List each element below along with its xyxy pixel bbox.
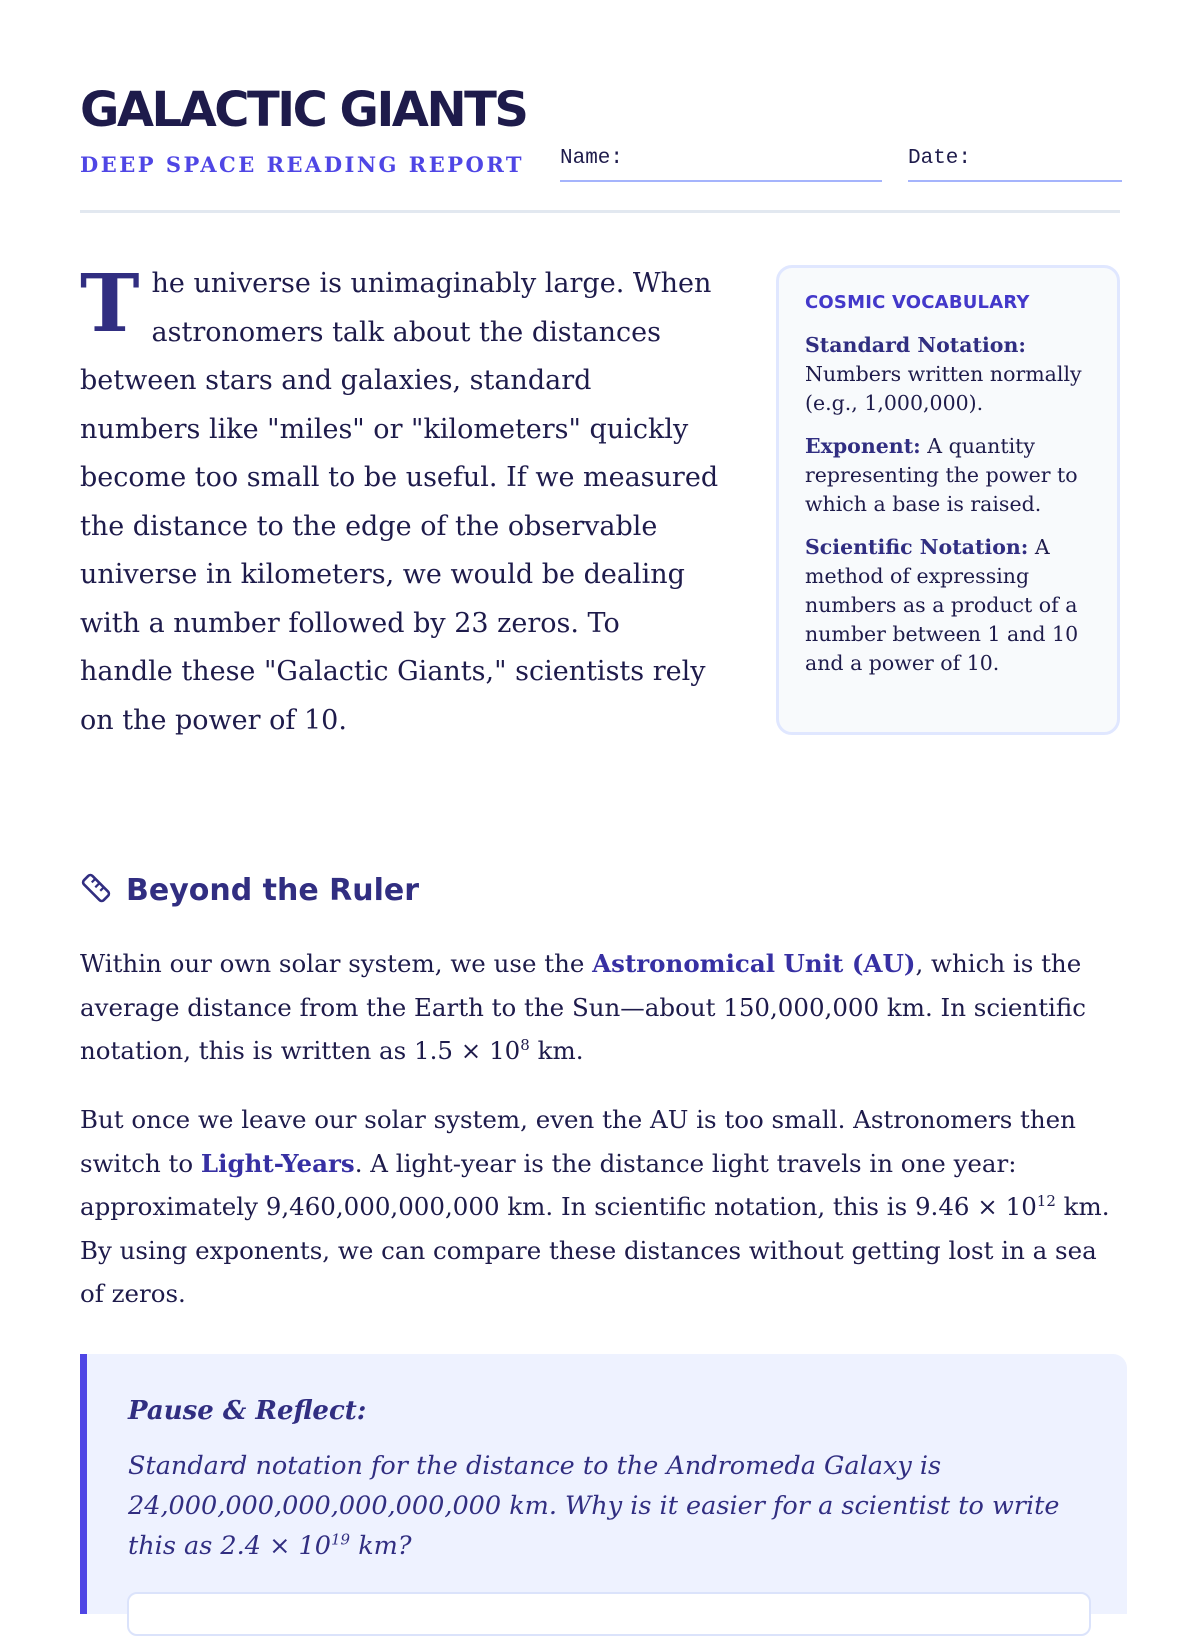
vocab-term: Standard Notation: — [805, 333, 1026, 357]
text: km? — [350, 1531, 412, 1561]
text: , which is the average distance from the Earth to the Sun—about 150,000,000 km. In scientific notation, this is written as — [80, 949, 1086, 1065]
date-label: Date: — [908, 147, 972, 170]
math-exponent: 8 — [520, 1035, 530, 1054]
vocab-definition: A method of expressing numbers as a product of a number between 1 and 10 and a power of 10. — [805, 535, 1079, 675]
term-highlight: Light-Years — [200, 1148, 355, 1178]
math-expression — [915, 1192, 1056, 1221]
vocab-term: Exponent: — [805, 434, 921, 458]
ruler-icon — [80, 872, 126, 908]
math-exponent: 19 — [331, 1530, 351, 1549]
reflect-label: Pause & Reflect: — [128, 1396, 367, 1426]
section-heading — [80, 868, 419, 912]
vocabulary-box — [776, 265, 1120, 735]
math-base: 1.5 × 10 — [414, 1036, 521, 1065]
text: . A light-year is the distance light travels in one year: approximately 9,460,000,000,000 km. In scientific notation, this is — [80, 1148, 1017, 1221]
intro-text: he universe is unimaginably large. When astronomers talk about the distances between stars and galaxies, standard numbers like "miles" or "kilometers" quickly become too small to be useful. If we measured the distance to the edge of the observable universe in kilometers, we would be dealing with a number followed by 23 zeros. To handle these "Galactic Giants," scientists rely on the power of 10. — [80, 268, 719, 736]
page-title: GALACTIC GIANTS — [80, 82, 527, 138]
header — [80, 82, 1120, 213]
answer-field[interactable] — [127, 1592, 1091, 1636]
vocab-term: Scientific Notation: — [805, 535, 1029, 559]
vocab-item — [805, 331, 1091, 418]
date-field[interactable] — [908, 142, 1122, 182]
name-field[interactable] — [560, 142, 882, 182]
intro-paragraph — [80, 256, 720, 745]
math-expression — [414, 1036, 530, 1065]
vocab-definition: Numbers written normally (e.g., 1,000,000). — [805, 362, 1082, 415]
math-base: 2.4 × 10 — [220, 1531, 332, 1561]
reflect-box — [80, 1354, 1127, 1614]
text: Standard notation for the distance to the Andromeda Galaxy is 24,000,000,000,000,000,000 km. Why is it easier for a scientist to write this as — [128, 1451, 1060, 1561]
text: But once we leave our solar system, even the AU is too small. Astronomers then switch to — [80, 1105, 1076, 1178]
section-title: Beyond the Ruler — [126, 872, 420, 908]
vocab-definition: A quantity representing the power to which a base is raised. — [805, 434, 1078, 516]
text: Within our own solar system, we use the — [80, 949, 593, 978]
vocabulary-title: COSMIC VOCABULARY — [805, 292, 1030, 313]
name-label: Name: — [560, 147, 624, 170]
vocab-item — [805, 432, 1091, 519]
math-exponent: 12 — [1036, 1191, 1056, 1210]
drop-cap: T — [80, 256, 140, 350]
text: km. By using exponents, we can compare these distances without getting lost in a sea of zeros. — [80, 1192, 1110, 1308]
math-expression — [220, 1531, 350, 1561]
vocab-item — [805, 533, 1091, 678]
term-highlight: Astronomical Unit (AU) — [592, 949, 916, 978]
paragraph-au — [80, 942, 1120, 1073]
page-subtitle: DEEP SPACE READING REPORT — [80, 152, 525, 177]
math-base: 9.46 × 10 — [914, 1192, 1037, 1221]
reflect-question — [128, 1446, 1088, 1566]
paragraph-light-years — [80, 1098, 1120, 1316]
text: km. — [529, 1036, 584, 1065]
